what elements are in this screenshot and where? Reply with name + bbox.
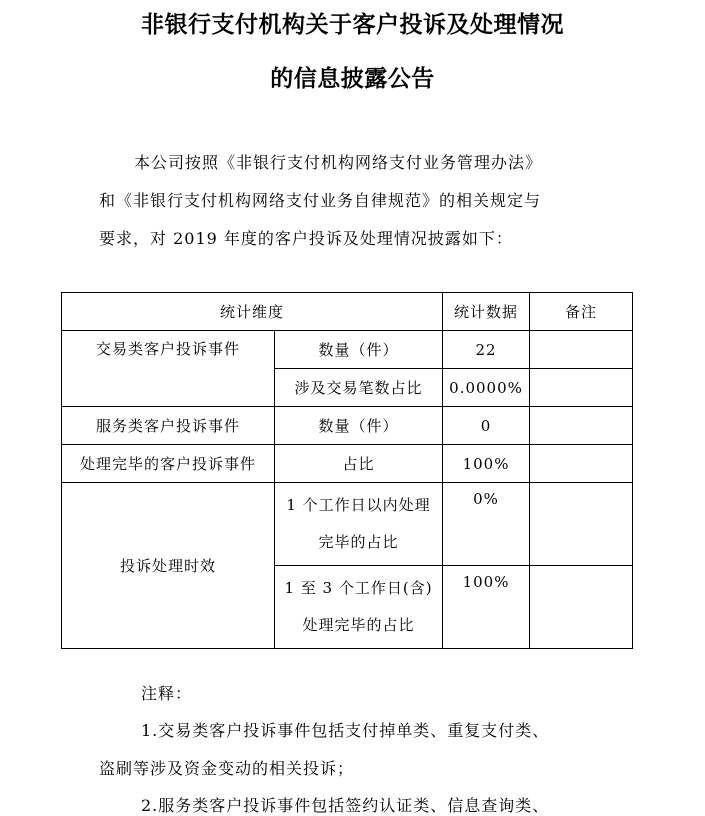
note-1-line-1: 1.交易类客户投诉事件包括支付掉单类、重复支付类、	[141, 721, 550, 740]
header-data: 统计数据	[443, 293, 530, 331]
header-remark: 备注	[530, 293, 633, 331]
intro-line-1: 本公司按照《非银行支付机构网络支付业务管理办法》	[134, 153, 543, 172]
timeliness-row2-label-a: 1 至 3 个工作日(含)	[284, 579, 433, 597]
transaction-count-value: 22	[443, 331, 530, 369]
remark-cell	[530, 407, 633, 445]
transaction-ratio-value: 0.0000%	[443, 369, 530, 407]
remark-cell	[530, 483, 633, 566]
remark-cell	[530, 566, 633, 649]
header-dimension: 统计维度	[62, 293, 443, 331]
timeliness-row1-value: 0%	[443, 483, 530, 566]
timeliness-label: 投诉处理时效	[62, 483, 275, 649]
note-1-line-2: 盗刷等涉及资金变动的相关投诉；	[99, 759, 355, 778]
timeliness-row2-label-b: 处理完毕的占比	[302, 616, 415, 634]
document-title-line-2: 的信息披露公告	[270, 66, 435, 92]
service-count-value: 0	[443, 407, 530, 445]
service-complaint-label: 服务类客户投诉事件	[62, 407, 275, 445]
table-row	[62, 483, 633, 566]
completed-ratio-value: 100%	[443, 445, 530, 483]
completed-complaint-label: 处理完毕的客户投诉事件	[62, 445, 275, 483]
timeliness-row1-label	[275, 483, 443, 566]
complaint-statistics-table	[61, 292, 633, 649]
service-count-label: 数量（件）	[275, 407, 443, 445]
timeliness-row1-label-a: 1 个工作日以内处理	[286, 496, 431, 514]
remark-cell	[530, 331, 633, 369]
notes-heading: 注释：	[141, 684, 193, 703]
timeliness-row2-label	[275, 566, 443, 649]
table-header-row	[62, 293, 633, 331]
remark-cell	[530, 445, 633, 483]
table-row	[62, 407, 633, 445]
note-2-line-1: 2.服务类客户投诉事件包括签约认证类、信息查询类、	[141, 796, 550, 815]
table-row	[62, 331, 633, 369]
completed-ratio-label: 占比	[275, 445, 443, 483]
document-title-line-1: 非银行支付机构关于客户投诉及处理情况	[141, 12, 564, 38]
intro-line-3: 要求，对 2019 年度的客户投诉及处理情况披露如下：	[99, 229, 513, 248]
remark-cell	[530, 369, 633, 407]
transaction-complaint-label: 交易类客户投诉事件	[62, 331, 275, 407]
timeliness-row1-label-b: 完毕的占比	[318, 533, 399, 551]
table-row	[62, 445, 633, 483]
transaction-ratio-label: 涉及交易笔数占比	[275, 369, 443, 407]
intro-line-2: 和《非银行支付机构网络支付业务自律规范》的相关规定与	[99, 191, 542, 210]
timeliness-row2-value: 100%	[443, 566, 530, 649]
transaction-count-label: 数量（件）	[275, 331, 443, 369]
